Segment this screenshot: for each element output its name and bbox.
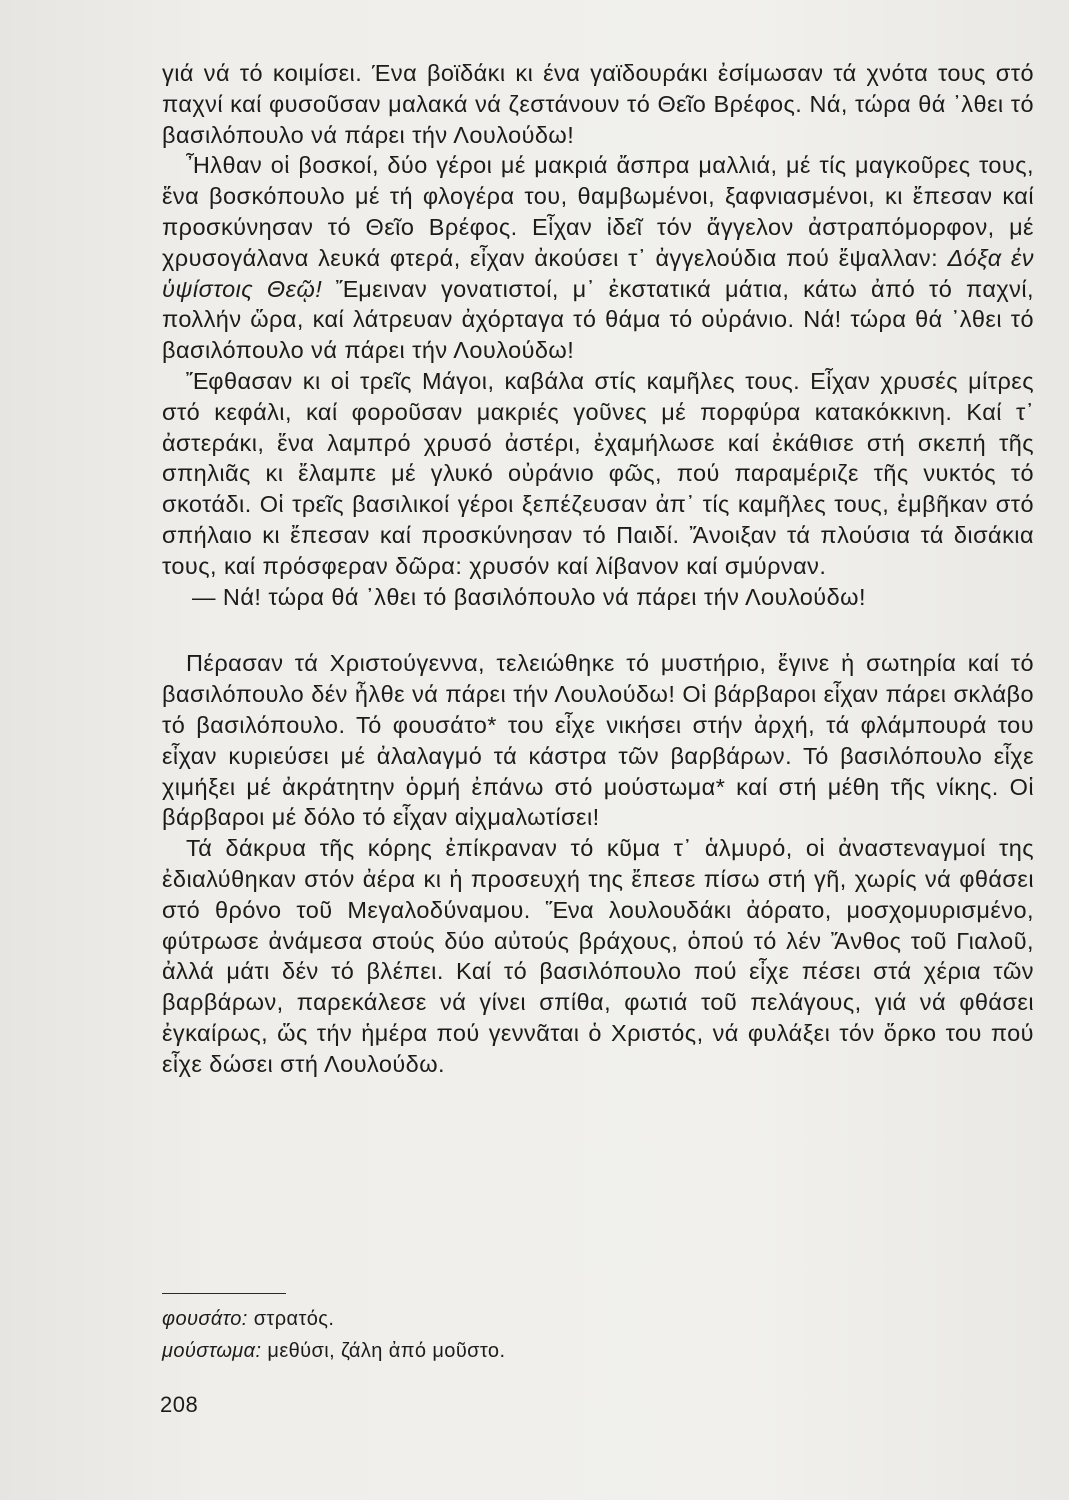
footnote-definition: μεθύσι, ζάλη ἀπό μοῦστο.: [267, 1340, 506, 1362]
main-text: [162, 58, 1034, 1080]
section-break: [162, 612, 1034, 648]
paragraph-5: Πέρασαν τά Χριστούγεννα, τελειώθηκε τό μυστήριο, ἔγινε ἡ σωτηρία καί τό βασιλόπουλο δέν ἦλθε νά πάρει τήν Λουλούδω! Οἱ βάρβαροι εἶχαν πάρει σκλάβο τό βασιλόπουλο. Τό φουσάτο* του εἶχε νικήσει στήν ἀρχή, τά φλάμπουρά του εἶχαν κυριεύσει μέ ἀλαλαγμό τά κάστρα τῶν βαρβάρων. Τό βασιλόπουλο εἶχε χιμήξει μέ ἀκράτητην ὁρμή ἐπάνω στό μούστωμα* καί στή μέθη τῆς νίκης. Οἱ βάρβαροι μέ δόλο τό εἶχαν αἰχμαλωτίσει!: [162, 650, 1034, 831]
paragraph-2-text: Ἦλθαν οἱ βοσκοί, δύο γέροι μέ μακριά ἄσπρα μαλλιά, μέ τίς μαγκοῦρες τους, ἕνα βοσκόπουλο μέ τή φλογέρα του, θαμβωμένοι, ξαφνιασμένοι, κι ἔπεσαν καί προσκύνησαν τό Θεῖο Βρέφος. Εἶχαν ἰδεῖ τόν ἄγγελον ἀστραπόμορφον, μέ χρυσογάλανα λευκά φτερά, εἶχαν ἀκούσει τ᾽ ἀγγελούδια πού ἔψαλλαν:: [162, 152, 1034, 271]
footnote: [162, 1303, 862, 1335]
paragraph-4-dialogue: — Νά! τώρα θά ᾽λθει τό βασιλόπουλο νά πάρει τήν Λουλούδω!: [192, 583, 866, 610]
paragraph-3: Ἔφθασαν κι οἱ τρεῖς Μάγοι, καβάλα στίς καμῆλες τους. Εἶχαν χρυσές μίτρες στό κεφάλι, καί φοροῦσαν μακριές γοῦνες μέ πορφύρα κατακόκκινη. Καί τ᾽ ἀστεράκι, ἕνα λαμπρό χρυσό ἀστέρι, ἐχαμήλωσε καί ἐκάθισε στή σκεπή τῆς σπηλιᾶς κι ἔλαμπε μέ γλυκό οὐράνιο φῶς, πού παραμέριζε τῆς νυκτός τό σκοτάδι. Οἱ τρεῖς βασιλικοί γέροι ξεπέζευσαν ἀπ᾽ τίς καμῆλες τους, ἐμβῆκαν στό σπήλαιο κι ἔπεσαν καί προσκύνησαν τό Παιδί. Ἄνοιξαν τά πλούσια τά δισάκια τους, καί πρόσφεραν δῶρα: χρυσόν καί λίβανον καί σμύρναν.: [162, 367, 1034, 579]
paragraph-6: Τά δάκρυα τῆς κόρης ἐπίκραναν τό κῦμα τ᾽ ἁλμυρό, οἱ ἀναστεναγμοί της ἐδιαλύθηκαν στόν ἀέρα κι ἡ προσευχή της ἔπεσε πίσω στή γῆ, χωρίς νά φθάσει στό θρόνο τοῦ Μεγαλοδύναμου. Ἕνα λουλουδάκι ἀόρατο, μοσχομυρισμένο, φύτρωσε ἀνάμεσα στούς δύο αὐτούς βράχους, ὁπού τό λέν Ἄνθος τοῦ Γιαλοῦ, ἀλλά μάτι δέν τό βλέπει. Καί τό βασιλόπουλο πού εἶχε πέσει στά χέρια τῶν βαρβάρων, παρεκάλεσε νά γίνει σπίθα, φωτιά τοῦ πελάγους, γιά νά φθάσει ἐγκαίρως, ὥς τήν ἡμέρα πού γεννᾶται ὁ Χριστός, νά φυλάξει τόν ὅρκο του πού εἶχε δώσει στή Λουλούδω.: [162, 835, 1034, 1077]
page-number: 208: [160, 1392, 199, 1417]
hymn-quote: Δόξα ἐν ὑψίστοις Θεῷ!: [162, 244, 1034, 302]
footnote-term: μούστωμα:: [162, 1340, 262, 1362]
footnote: [162, 1335, 862, 1367]
footnote-term: φουσάτο:: [162, 1308, 248, 1330]
paragraph-2: [162, 150, 1034, 366]
paragraph-1: γιά νά τό κοιμίσει. Ένα βοϊδάκι κι ένα γαϊδουράκι ἐσίμωσαν τά χνότα τους στό παχνί καί φυσοῦσαν μαλακά νά ζεστάνουν τό Θεῖο Βρέφος. Νά, τώρα θά ᾽λθει τό βασιλόπουλο νά πάρει τήν Λουλούδω!: [162, 60, 1034, 148]
footnote-definition: στρατός.: [253, 1308, 335, 1330]
footnotes: [162, 1303, 862, 1367]
footnote-divider: [162, 1293, 286, 1294]
paragraph-2-text-end: Ἔμειναν γονατιστοί, μ᾽ ἐκστατικά μάτια, κάτω ἀπό τό παχνί, πολλήν ὥρα, καί λάτρευαν ἀχόρταγα τό θάμα τό οὐράνιο. Νά! τώρα θά ᾽λθει τό βασιλόπουλο νά πάρει τήν Λουλούδω!: [162, 275, 1035, 364]
